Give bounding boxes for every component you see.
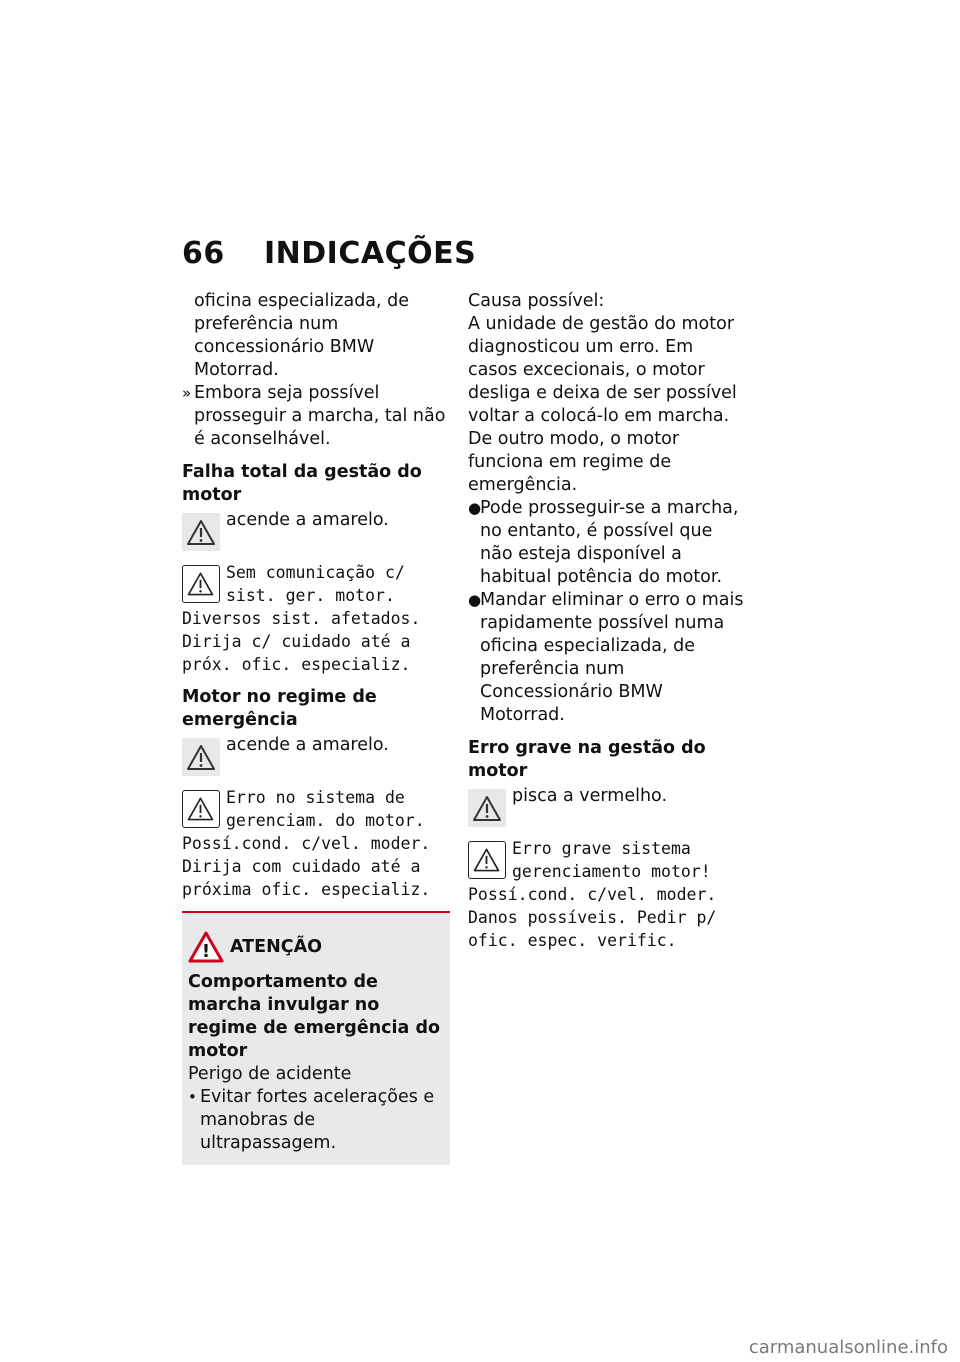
left-column <box>182 290 452 1165</box>
warning-lamp-icon <box>182 738 220 776</box>
section-title-total-failure: Falha total da gestão do motor <box>182 462 422 505</box>
list-item <box>468 589 744 727</box>
message-text-start: Erro no sistema de gerenciam. do motor. <box>226 788 425 830</box>
bullet-dot-icon: ● <box>468 591 482 609</box>
message-text-start: Sem comunicação c/ sist. ger. motor. <box>226 563 405 605</box>
lamp-row <box>182 734 452 776</box>
message-text-rest: Possí.cond. c/vel. moder. Danos possíveis. Pedir p/ ofic. espec. verific. <box>468 885 717 950</box>
cause-text: A unidade de gestão do motor diagnosticou um erro. Em casos excecionais, o motor desliga e deixa de ser possível voltar a colocá-lo em marcha. De outro modo, o motor funciona em regime de emergência. <box>468 314 737 495</box>
display-warning-icon <box>182 790 220 828</box>
arrow-bullet-icon: » <box>182 384 192 402</box>
section-title-emergency: Motor no regime de emergência <box>182 687 377 730</box>
list-item <box>468 497 744 589</box>
right-column <box>468 290 744 952</box>
warning-bullet-text: Evitar fortes acelerações e manobras de ultrapassagem. <box>200 1087 435 1153</box>
display-warning-icon <box>182 565 220 603</box>
message-text-rest: Possí.cond. c/vel. moder. Dirija com cuidado até a próxima ofic. especializ. <box>182 834 431 899</box>
warning-lamp-icon <box>182 513 220 551</box>
lamp-row <box>182 509 452 551</box>
watermark: carmanualsonline.info <box>748 1337 948 1358</box>
lamp-description: pisca a vermelho. <box>512 786 668 806</box>
warning-title: Comportamento de marcha invulgar no regime de emergência do motor <box>188 972 440 1061</box>
bullet-dot-icon: ● <box>468 499 482 517</box>
display-warning-icon <box>468 841 506 879</box>
page-title: INDICAÇÕES <box>264 236 477 271</box>
warning-danger: Perigo de acidente <box>188 1064 352 1084</box>
lamp-description: acende a amarelo. <box>226 510 389 530</box>
warning-label: ATENÇÃO <box>230 936 322 957</box>
intro-bullet <box>182 382 452 451</box>
cause-label: Causa possível: <box>468 291 605 311</box>
display-message <box>182 561 452 676</box>
bullet-text: Mandar eliminar o erro o mais rapidamente possível numa oficina especializada, de preferência num Concessionário BMW Motorrad. <box>480 590 744 725</box>
section-title-severe-error: Erro grave na gestão do motor <box>468 738 706 781</box>
warning-box <box>182 911 450 1165</box>
display-message <box>182 786 452 901</box>
page-number: 66 <box>182 236 225 271</box>
lamp-description: acende a amarelo. <box>226 735 389 755</box>
message-text-rest: Diversos sist. afetados. Dirija c/ cuidado até a próx. ofic. especializ. <box>182 609 421 674</box>
caution-triangle-icon <box>188 931 224 963</box>
message-text-start: Erro grave sistema gerenciamento motor! <box>512 839 711 881</box>
display-message <box>468 837 744 952</box>
lamp-row <box>468 785 744 827</box>
warning-bullet <box>188 1086 444 1155</box>
intro-bullet-text: Embora seja possível prosseguir a marcha, tal não é aconselhável. <box>194 383 446 449</box>
bullet-dot-icon: • <box>188 1088 197 1106</box>
svg-text:!: ! <box>201 941 211 962</box>
bullet-text: Pode prosseguir-se a marcha, no entanto, é possível que não esteja disponível a habitual potência do motor. <box>480 498 739 587</box>
intro-continuation: oficina especializada, de preferência num concessionário BMW Motorrad. <box>194 291 410 380</box>
warning-lamp-icon <box>468 789 506 827</box>
page-header <box>182 236 476 271</box>
